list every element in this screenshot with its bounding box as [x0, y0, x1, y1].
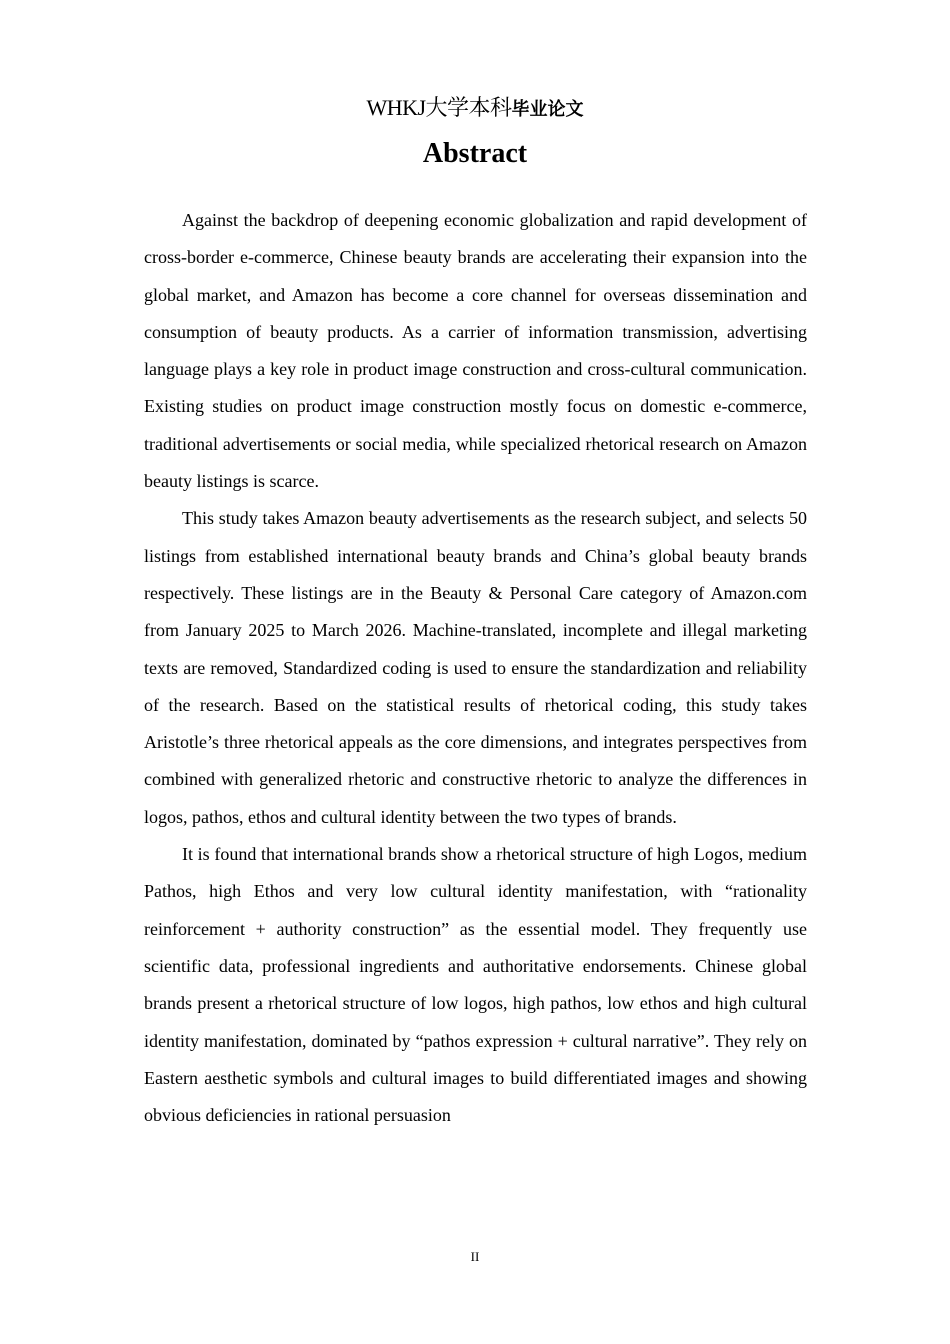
header-thesis-label: 毕业论文 [511, 99, 584, 120]
abstract-body [144, 202, 807, 1134]
abstract-paragraph-2: This study takes Amazon beauty advertisements as the research subject, and selects 50 listings from established international beauty brands and China’s global beauty brands respectively. These listings are in the Beauty & Personal Care category of Amazon.com from January 2025 to March 2026. Machine-translated, incomplete and illegal marketing texts are removed, Standardized coding is used to ensure the standardization and reliability of the research. Based on the statistical results of rhetorical coding, this study takes Aristotle’s three rhetorical appeals as the core dimensions, and integrates perspectives from combined with generalized rhetoric and constructive rhetoric to analyze the differences in logos, pathos, ethos and cultural identity between the two types of brands. [144, 508, 807, 827]
page-number: II [470, 1249, 480, 1264]
abstract-title: Abstract [422, 138, 528, 169]
running-header [0, 92, 950, 126]
abstract-paragraph-1: Against the backdrop of deepening economic globalization and rapid development of cross-border e-commerce, Chinese beauty brands are accelerating their expansion into the global market, and Amazon has become a core channel for overseas dissemination and consumption of beauty products. As a carrier of information transmission, advertising language plays a key role in product image construction and cross-cultural communication. Existing studies on product image construction mostly focus on domestic e-commerce, traditional advertisements or social media, while specialized rhetorical research on Amazon beauty listings is scarce. [144, 210, 807, 492]
header-university-name: WHKJ大学本科 [366, 95, 512, 120]
abstract-paragraph-3: It is found that international brands show a rhetorical structure of high Logos, medium Pathos, high Ethos and very low cultural identity manifestation, with “rationality reinforcement + authority construction” as the essential model. They frequently use scientific data, professional ingredients and authoritative endorsements. Chinese global brands present a rhetorical structure of low logos, high pathos, low ethos and high cultural identity manifestation, dominated by “pathos expression + cultural narrative”. They rely on Eastern aesthetic symbols and cultural images to build differentiated images and showing obvious deficiencies in rational persuasion [144, 844, 807, 1126]
